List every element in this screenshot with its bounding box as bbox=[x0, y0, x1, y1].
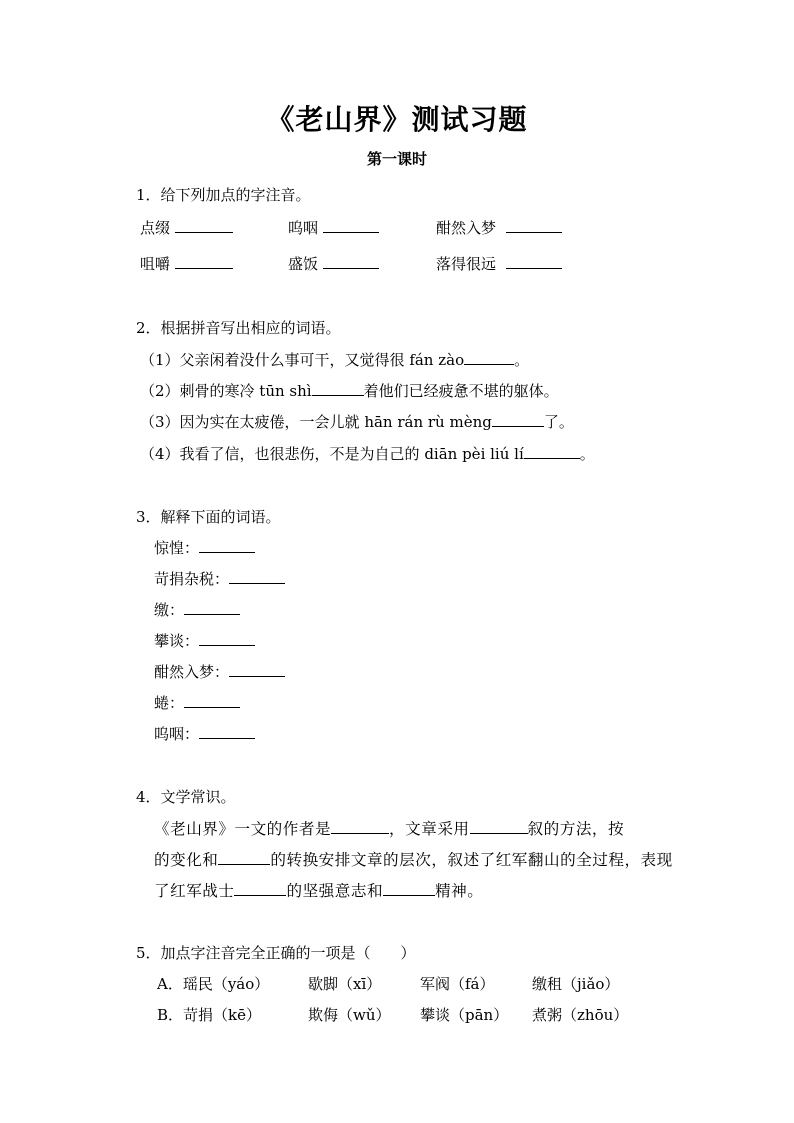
answer-blank[interactable] bbox=[464, 350, 514, 365]
q1-item-word: 盛饭 bbox=[288, 255, 319, 273]
q4-text: 叙的方法，按 bbox=[527, 820, 625, 838]
answer-blank[interactable] bbox=[470, 819, 528, 834]
answer-blank[interactable] bbox=[524, 444, 580, 459]
q1-item-word: 点缀 bbox=[140, 219, 171, 237]
q3-item bbox=[154, 662, 285, 682]
q2-item bbox=[140, 381, 559, 401]
q4-text: 的坚强意志和 bbox=[286, 882, 384, 900]
q1-item bbox=[140, 218, 233, 238]
answer-blank[interactable] bbox=[234, 881, 286, 896]
q1-heading: 1．给下列加点的字注音。 bbox=[136, 186, 311, 204]
q3-item bbox=[154, 724, 255, 744]
answer-blank[interactable] bbox=[323, 218, 379, 233]
q3-item-term: 缴： bbox=[154, 601, 185, 619]
page-title: 《老山界》测试习题 bbox=[266, 103, 528, 136]
q2-item-end: 。 bbox=[514, 351, 530, 369]
answer-blank[interactable] bbox=[199, 724, 255, 739]
q3-item-term: 酣然入梦： bbox=[154, 663, 230, 681]
q5-option-b-term: 欺侮（wǔ） bbox=[308, 1006, 391, 1024]
q1-item bbox=[140, 254, 233, 274]
answer-blank[interactable] bbox=[506, 254, 562, 269]
answer-blank[interactable] bbox=[506, 218, 562, 233]
answer-blank[interactable] bbox=[184, 600, 240, 615]
q2-item-end: 。 bbox=[579, 445, 595, 463]
q1-item bbox=[288, 218, 379, 238]
q4-text: 精神。 bbox=[435, 882, 484, 900]
answer-blank[interactable] bbox=[492, 412, 544, 427]
answer-blank[interactable] bbox=[229, 662, 285, 677]
q3-item bbox=[154, 538, 255, 558]
q2-item bbox=[140, 444, 595, 464]
q3-item-term: 蜷： bbox=[154, 694, 185, 712]
q5-option-b[interactable]: B．苛捐（kē） bbox=[157, 1006, 261, 1024]
q2-heading: 2．根据拼音写出相应的词语。 bbox=[136, 319, 341, 337]
q1-item bbox=[436, 218, 562, 238]
q5-option-b-term: 攀谈（pān） bbox=[420, 1006, 509, 1024]
q3-item bbox=[154, 600, 240, 620]
page-subtitle: 第一课时 bbox=[366, 150, 427, 168]
answer-blank[interactable] bbox=[312, 381, 364, 396]
q5-option-a[interactable]: A．瑶民（yáo） bbox=[157, 975, 270, 993]
q3-item-term: 苛捐杂税： bbox=[154, 570, 230, 588]
q4-text: 了红军战士 bbox=[154, 882, 235, 900]
answer-blank[interactable] bbox=[175, 218, 233, 233]
q1-item bbox=[288, 254, 379, 274]
q1-item bbox=[436, 254, 562, 274]
q4-text: 《老山界》一文的作者是 bbox=[154, 820, 332, 838]
q2-item-text: （2）刺骨的寒冷 tūn shì bbox=[140, 382, 312, 400]
q1-item-word: 咀嚼 bbox=[140, 255, 171, 273]
answer-blank[interactable] bbox=[184, 693, 240, 708]
q4-text: 的转换安排文章的层次，叙述了红军翻山的全过程，表现 bbox=[270, 851, 673, 869]
q3-heading: 3．解释下面的词语。 bbox=[136, 508, 281, 526]
q2-item bbox=[140, 412, 574, 432]
q4-text: ，文章采用 bbox=[389, 820, 470, 838]
answer-blank[interactable] bbox=[383, 881, 435, 896]
q5-option-a-term: 军阀（fá） bbox=[420, 975, 495, 993]
q2-item-end: 了。 bbox=[543, 413, 574, 431]
q2-item-text: （4）我看了信，也很悲伤，不是为自己的 diān pèi liú lí bbox=[140, 445, 524, 463]
q3-item-term: 攀谈： bbox=[154, 632, 200, 650]
q2-item-text: （1）父亲闲着没什么事可干，又觉得很 fán zào bbox=[140, 351, 465, 369]
q5-option-b-term: 煮粥（zhōu） bbox=[532, 1006, 629, 1024]
q4-paragraph-line bbox=[154, 819, 624, 839]
q5-heading: 5．加点字注音完全正确的一项是（ ） bbox=[136, 944, 416, 962]
q2-item bbox=[140, 350, 529, 370]
q2-item-text: （3）因为实在太疲倦，一会儿就 hān rán rù mèng bbox=[140, 413, 492, 431]
q2-item-end: 着他们已经疲惫不堪的躯体。 bbox=[363, 382, 559, 400]
q3-item-term: 惊惶： bbox=[154, 539, 200, 557]
answer-blank[interactable] bbox=[218, 850, 270, 865]
q3-item bbox=[154, 631, 255, 651]
answer-blank[interactable] bbox=[323, 254, 379, 269]
q4-paragraph-line bbox=[154, 850, 673, 870]
answer-blank[interactable] bbox=[331, 819, 389, 834]
q1-item-word: 呜咽 bbox=[288, 219, 319, 237]
q3-item bbox=[154, 693, 240, 713]
q3-item-term: 呜咽： bbox=[154, 725, 200, 743]
q5-option-a-term: 歇脚（xī） bbox=[308, 975, 382, 993]
answer-blank[interactable] bbox=[175, 254, 233, 269]
answer-blank[interactable] bbox=[199, 631, 255, 646]
q5-option-a-term: 缴租（jiǎo） bbox=[532, 975, 620, 993]
q1-item-word: 落得很远 bbox=[436, 255, 497, 273]
q4-heading: 4．文学常识。 bbox=[136, 788, 236, 806]
answer-blank[interactable] bbox=[199, 538, 255, 553]
q4-text: 的变化和 bbox=[154, 851, 219, 869]
q4-paragraph-line bbox=[154, 881, 483, 901]
q3-item bbox=[154, 569, 285, 589]
answer-blank[interactable] bbox=[229, 569, 285, 584]
q1-item-word: 酣然入梦 bbox=[436, 219, 497, 237]
